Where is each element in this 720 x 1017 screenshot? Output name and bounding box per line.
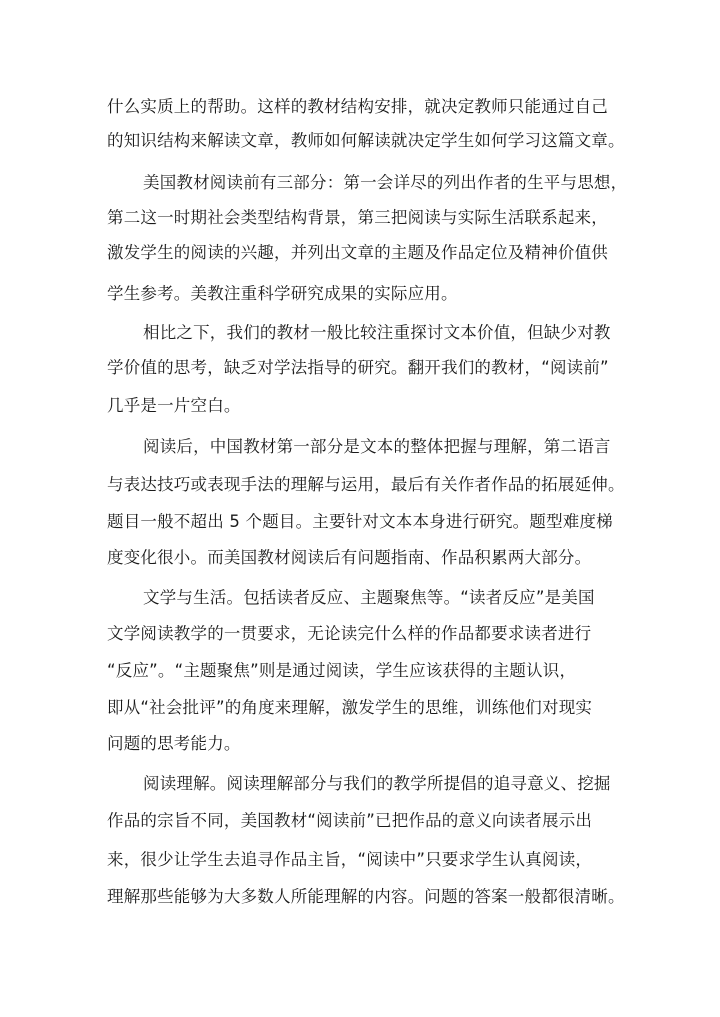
text-line: 什么实质上的帮助。这样的教材结构安排，就决定教师只能通过自己 [107, 97, 608, 116]
text-line: 题目一般不超出 5 个题目。主要针对文本本身进行研究。题型难度梯 [107, 512, 613, 531]
paragraph-first-line: 文学与生活。包括读者反应、主题聚焦等。“读者反应”是美国 [143, 588, 595, 607]
text-line: 激发学生的阅读的兴趣，并列出文章的主题及作品定位及精神价值供 [107, 243, 608, 262]
text-line: 问题的思考能力。 [107, 734, 241, 753]
text-line: 即从“社会批评”的角度来理解，激发学生的思维，训练他们对现实 [107, 698, 593, 717]
text-line: 作品的宗旨不同，美国教材“阅读前”已把作品的意义向读者展示出 [107, 811, 593, 830]
text-line: 文学阅读教学的一贯要求，无论读完什么样的作品都要求读者进行 [107, 624, 592, 643]
text-line: 第二这一时期社会类型结构背景，第三把阅读与实际生活联系起来， [107, 208, 608, 227]
paragraph-first-line: 美国教材阅读前有三部分：第一会详尽的列出作者的生平与思想， [143, 173, 628, 192]
text-line: 理解那些能够为大多数人所能理解的内容。问题的答案一般都很清晰。 [107, 887, 625, 906]
text-line: “反应”。“主题聚焦”则是通过阅读，学生应该获得的主题认识， [107, 661, 577, 680]
text-line: 与表达技巧或表现手法的理解与运用，最后有关作者作品的拓展延伸。 [107, 475, 625, 494]
text-line: 几乎是一片空白。 [107, 396, 241, 415]
paragraph-first-line: 相比之下，我们的教材一般比较注重探讨文本价值，但缺少对教 [143, 323, 611, 342]
text-line: 来，很少让学生去追寻作品主旨，“阅读中”只要求学生认真阅读， [107, 850, 593, 869]
text-line: 学价值的思考，缺乏对学法指导的研究。翻开我们的教材，“阅读前” [107, 358, 609, 377]
text-line: 度变化很小。而美国教材阅读后有问题指南、作品积累两大部分。 [107, 548, 592, 567]
paragraph-first-line: 阅读理解。阅读理解部分与我们的教学所提倡的追寻意义、挖掘 [143, 774, 611, 793]
text-line: 的知识结构来解读文章，教师如何解读就决定学生如何学习这篇文章。 [107, 131, 625, 150]
paragraph-first-line: 阅读后，中国教材第一部分是文本的整体把握与理解，第二语言 [143, 437, 611, 456]
text-line: 学生参考。美教注重科学研究成果的实际应用。 [107, 284, 458, 303]
